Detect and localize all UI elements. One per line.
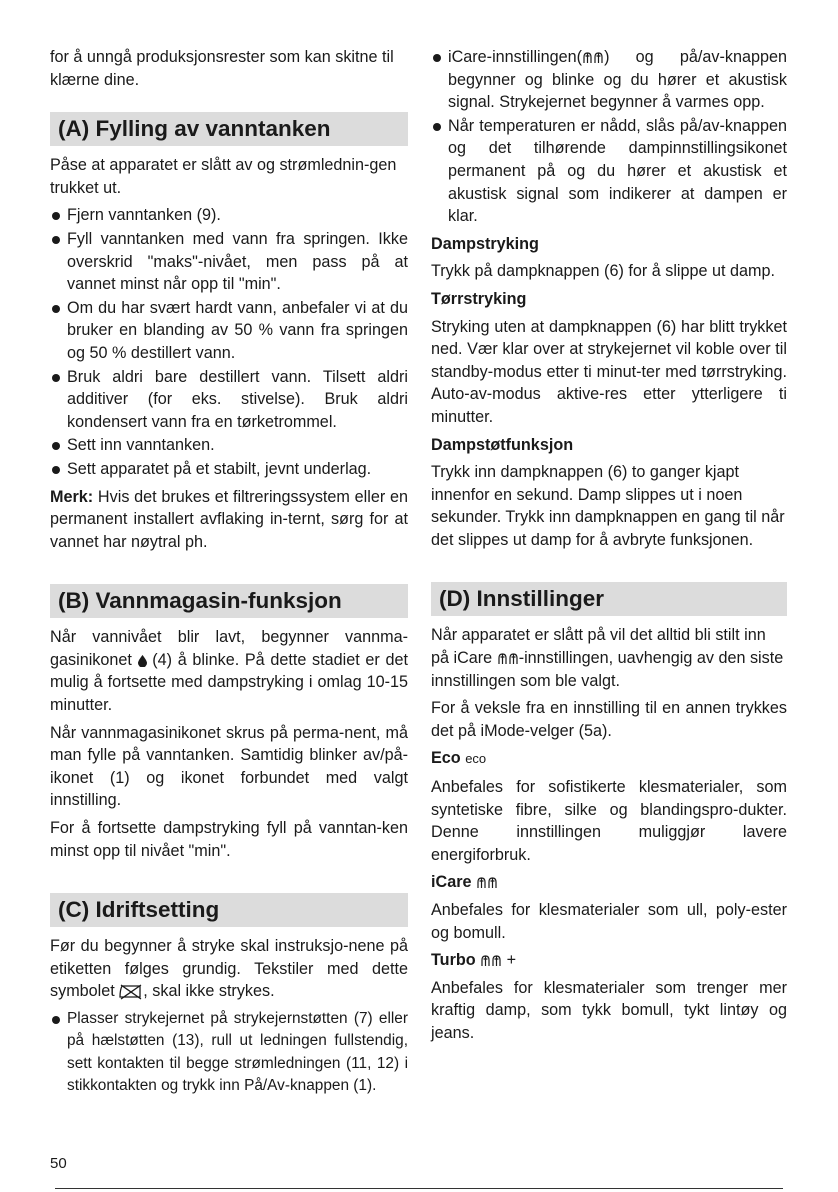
list-item: Fjern vanntanken (9). [50, 204, 408, 227]
section-b-p1: Når vannivået blir lavt, begynner vannma-gasinikonet (4) å blinke. På dette stadiet er det mulig å fortsette med dampstryking i omlag 10-15 minutter. [50, 628, 408, 715]
note-text: Hvis det brukes et filtreringssystem eller en permanent installert avflaking in-ternt, sørg for at vannet har nøytral ph. [50, 487, 408, 551]
water-drop-icon [138, 655, 147, 667]
turbo-text: Anbefales for klesmaterialer som trenger mer kraftig damp, som tykk bomull, tykt lintøy og jeans. [431, 978, 787, 1042]
dampstryking-text: Trykk på dampknappen (6) for å slippe ut damp. [431, 262, 776, 281]
turbo-heading: Turbo + [431, 951, 517, 970]
bullet-icon [52, 466, 60, 474]
icare-icon [476, 876, 498, 890]
bullet-icon [433, 54, 441, 62]
list-item: Plasser strykejernet på strykejernstøtten (7) eller på hælstøtten (13), rull ut ledningen fullstendig, sett kontakten til begge strømledningen (11, 12) i stikkontakten og trykk inn På/Av-knappen (1). [50, 1008, 408, 1098]
bullet-icon [52, 442, 60, 450]
icare-heading: iCare [431, 871, 787, 894]
list-item: Bruk aldri bare destillert vann. Tilsett aldri additiver (for eks. stivelse). Bruk aldri kondensert vann fra en tørketrommel. [50, 366, 408, 434]
section-a-intro: Påse at apparatet er slått av og strømlednin-gen trukket ut. [50, 156, 397, 197]
torrstryking-text: Stryking uten at dampknappen (6) har blitt trykket ned. Vær klar over at strykejernet vil koble over til standby-modus etter ti minut-ter med tørrstryking. Auto-av-modus aktive-res etter ytterligere ti minutter. [431, 317, 787, 426]
list-item: Når temperaturen er nådd, slås på/av-knappen og det tilhørende dampinnstillingsikonet permanent på og du hører et akustisk et akustisk signal som indikerer at dampen er klar. [431, 115, 787, 228]
section-d-p2: For å veksle fra en innstilling til en annen trykkes det på iMode-velger (5a). [431, 699, 787, 740]
section-a-note [50, 486, 408, 554]
bullet-icon [52, 236, 60, 244]
right-column [431, 46, 787, 1050]
list-item: iCare-innstillingen( ) og på/av-knappen begynner og blinke og du hører et akustisk signal. Strykejernet begynner å varmes opp. [431, 46, 787, 114]
section-a-list [50, 204, 408, 480]
section-b-p3: For å fortsette dampstryking fyll på vanntan-ken minst opp til nivået "min". [50, 819, 408, 860]
intro-text: for å unngå produksjonsrester som kan skitne til klærne dine. [50, 48, 394, 89]
page-number: 50 [50, 1155, 67, 1172]
list-item: Sett apparatet på et stabilt, jevnt underlag. [50, 458, 408, 481]
bullet-icon [52, 212, 60, 220]
eco-heading: Eco eco [431, 749, 487, 768]
bullet-icon [52, 374, 60, 382]
section-b-p2: Når vannmagasinikonet skrus på perma-nent, må man fylle på vanntanken. Samtidig blinker av/på-ikonet (1) og ikonet forbundet med valgt innstilling. [50, 723, 408, 810]
icare-icon [582, 51, 604, 65]
section-a-heading: (A) Fylling av vanntanken [50, 112, 408, 146]
startup-list [431, 46, 787, 228]
bullet-icon [52, 1016, 60, 1024]
torrstryking-heading: Tørrstryking [431, 289, 527, 308]
bullet-icon [433, 123, 441, 131]
no-ironing-icon [119, 984, 143, 1000]
list-item: Sett inn vanntanken. [50, 434, 408, 457]
dampstryking-heading: Dampstryking [431, 234, 539, 253]
dampstot-text: Trykk inn dampknappen (6) to ganger kjapt innenfor en sekund. Damp slippes ut i noen sekunder. Trykk inn dampknappen en gang til når det slippes ut damp for å avbryte funksjonen. [431, 463, 785, 549]
section-b-heading: (B) Vannmagasin-funksjon [50, 584, 408, 618]
section-c-list [50, 1008, 408, 1098]
icare-icon [480, 954, 502, 968]
turbo-plus: + [506, 951, 517, 970]
section-d-p1: Når apparatet er slått på vil det alltid bli stilt inn på iCare -innstillingen, uavhengig av den siste innstillingen som ble valgt. [431, 626, 784, 690]
footer-divider [55, 1188, 783, 1189]
eco-symbol: eco [465, 751, 487, 767]
section-d-heading: (D) Innstillinger [431, 582, 787, 616]
icare-text: Anbefales for klesmaterialer som ull, poly-ester og bomull. [431, 901, 787, 942]
list-item: Fyll vanntanken med vann fra springen. Ikke overskrid "maks"-nivået, men pass på at vannet minst når opp til "min". [50, 228, 408, 296]
note-label: Merk: [50, 487, 94, 506]
dampstot-heading: Dampstøtfunksjon [431, 435, 574, 454]
list-item: Om du har svært hardt vann, anbefaler vi at du bruker en blanding av 50 % vann fra springen og 50 % destillert vann. [50, 297, 408, 365]
bullet-icon [52, 305, 60, 313]
icare-icon [497, 652, 519, 666]
section-c-p1: Før du begynner å stryke skal instruksjo-nene på etiketten følges grundig. Tekstiler med dette symbolet , skal ikke strykes. [50, 937, 408, 1001]
section-c-heading: (C) Idriftsetting [50, 893, 408, 927]
left-column [50, 46, 408, 1103]
eco-text: Anbefales for sofistikerte klesmaterialer, som syntetiske fibre, silke og blandingspro-dukter. Denne innstillingen muliggjør lavere energiforbruk. [431, 778, 787, 864]
